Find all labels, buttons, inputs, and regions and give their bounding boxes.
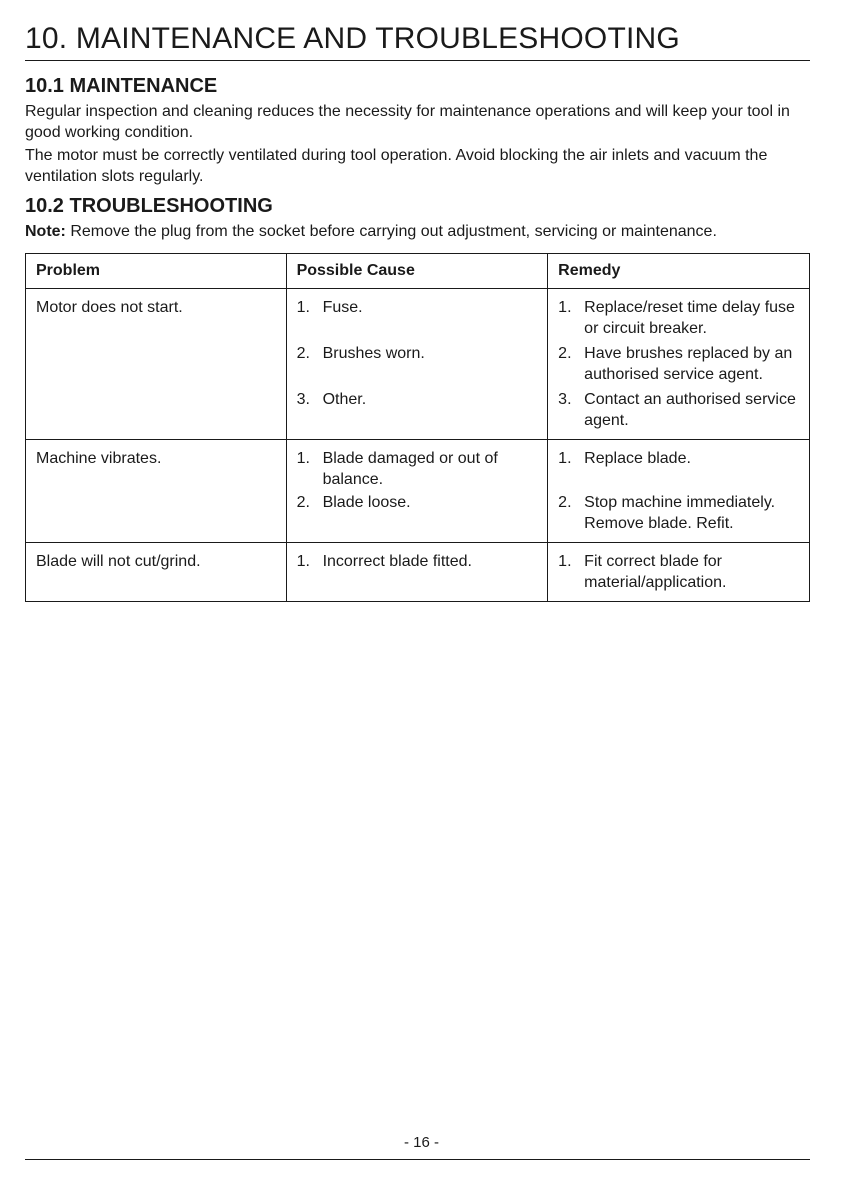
- item-text: Incorrect blade fitted.: [322, 553, 472, 570]
- troubleshooting-heading: 10.2 TROUBLESHOOTING: [25, 195, 273, 217]
- item-number: 2.: [558, 494, 572, 511]
- cause-cell: [286, 440, 548, 543]
- cause-list: [297, 551, 548, 572]
- item-text: Blade damaged or out of balance.: [322, 450, 498, 488]
- column-header-problem: Problem: [26, 254, 287, 289]
- problem-text: Motor does not start.: [36, 299, 183, 316]
- list-item: [297, 297, 548, 318]
- item-text: Fuse.: [322, 299, 363, 316]
- item-text: Replace/reset time delay fuse or circuit breaker.: [584, 299, 795, 337]
- item-number: 1.: [296, 299, 310, 316]
- list-item: [297, 492, 548, 513]
- item-text: Replace blade.: [584, 450, 691, 467]
- list-item: [558, 343, 809, 385]
- remedy-list: [558, 297, 809, 431]
- page-title: 10. MAINTENANCE AND TROUBLESHOOTING: [25, 22, 680, 55]
- item-text: Other.: [322, 391, 367, 408]
- item-number: 3.: [296, 391, 310, 408]
- item-number: 1.: [558, 450, 572, 467]
- item-number: 2.: [558, 345, 572, 362]
- table-row: [26, 543, 810, 602]
- item-number: 1.: [296, 553, 310, 570]
- item-number: 3.: [558, 391, 572, 408]
- column-header-cause: Possible Cause: [286, 254, 548, 289]
- note-label: Note:: [25, 223, 66, 240]
- problem-text: Machine vibrates.: [36, 450, 162, 467]
- problem-text: Blade will not cut/grind.: [36, 553, 201, 570]
- item-text: Have brushes replaced by an authorised service agent.: [584, 345, 793, 383]
- list-item: [558, 551, 809, 593]
- list-item: [297, 448, 548, 490]
- remedy-list: [558, 448, 809, 534]
- list-item: [297, 389, 548, 410]
- title-divider: [25, 60, 810, 61]
- list-item: [558, 448, 809, 469]
- cause-cell: [286, 289, 548, 440]
- item-text: Blade loose.: [322, 494, 411, 511]
- item-text: Contact an authorised service agent.: [584, 391, 796, 429]
- item-number: 2.: [296, 494, 310, 511]
- cause-cell: [286, 543, 548, 602]
- table-row: [26, 289, 810, 440]
- table-row: [26, 440, 810, 543]
- maintenance-paragraph: Regular inspection and cleaning reduces the necessity for maintenance operations and will keep your tool in good working condition.: [25, 103, 790, 141]
- item-number: 1.: [558, 299, 572, 316]
- item-number: 2.: [296, 345, 310, 362]
- item-number: 1.: [558, 553, 572, 570]
- item-text: Stop machine immediately. Remove blade. Refit.: [584, 494, 776, 532]
- list-item: [558, 297, 809, 339]
- problem-cell: [26, 543, 287, 602]
- list-item: [297, 551, 548, 572]
- list-item: [558, 389, 809, 431]
- item-text: Brushes worn.: [322, 345, 425, 362]
- troubleshooting-table: [25, 253, 810, 602]
- table-header-row: [26, 254, 810, 289]
- note-text: Remove the plug from the socket before carrying out adjustment, servicing or maintenance.: [65, 223, 717, 240]
- problem-cell: [26, 440, 287, 543]
- remedy-cell: [548, 440, 810, 543]
- item-text: Fit correct blade for material/application.: [584, 553, 727, 591]
- cause-list: [297, 297, 548, 410]
- cause-list: [297, 448, 548, 513]
- maintenance-heading: 10.1 MAINTENANCE: [25, 75, 218, 97]
- column-header-remedy: Remedy: [548, 254, 810, 289]
- page-number: - 16 -: [403, 1134, 439, 1151]
- safety-note: [25, 221, 815, 242]
- remedy-cell: [548, 543, 810, 602]
- list-item: [558, 492, 809, 534]
- footer-divider: [25, 1159, 810, 1160]
- list-item: [297, 343, 548, 364]
- problem-cell: [26, 289, 287, 440]
- maintenance-paragraph: The motor must be correctly ventilated during tool operation. Avoid blocking the air inlets and vacuum the ventilation slots regularly.: [25, 147, 768, 185]
- item-number: 1.: [296, 450, 310, 467]
- remedy-list: [558, 551, 809, 593]
- remedy-cell: [548, 289, 810, 440]
